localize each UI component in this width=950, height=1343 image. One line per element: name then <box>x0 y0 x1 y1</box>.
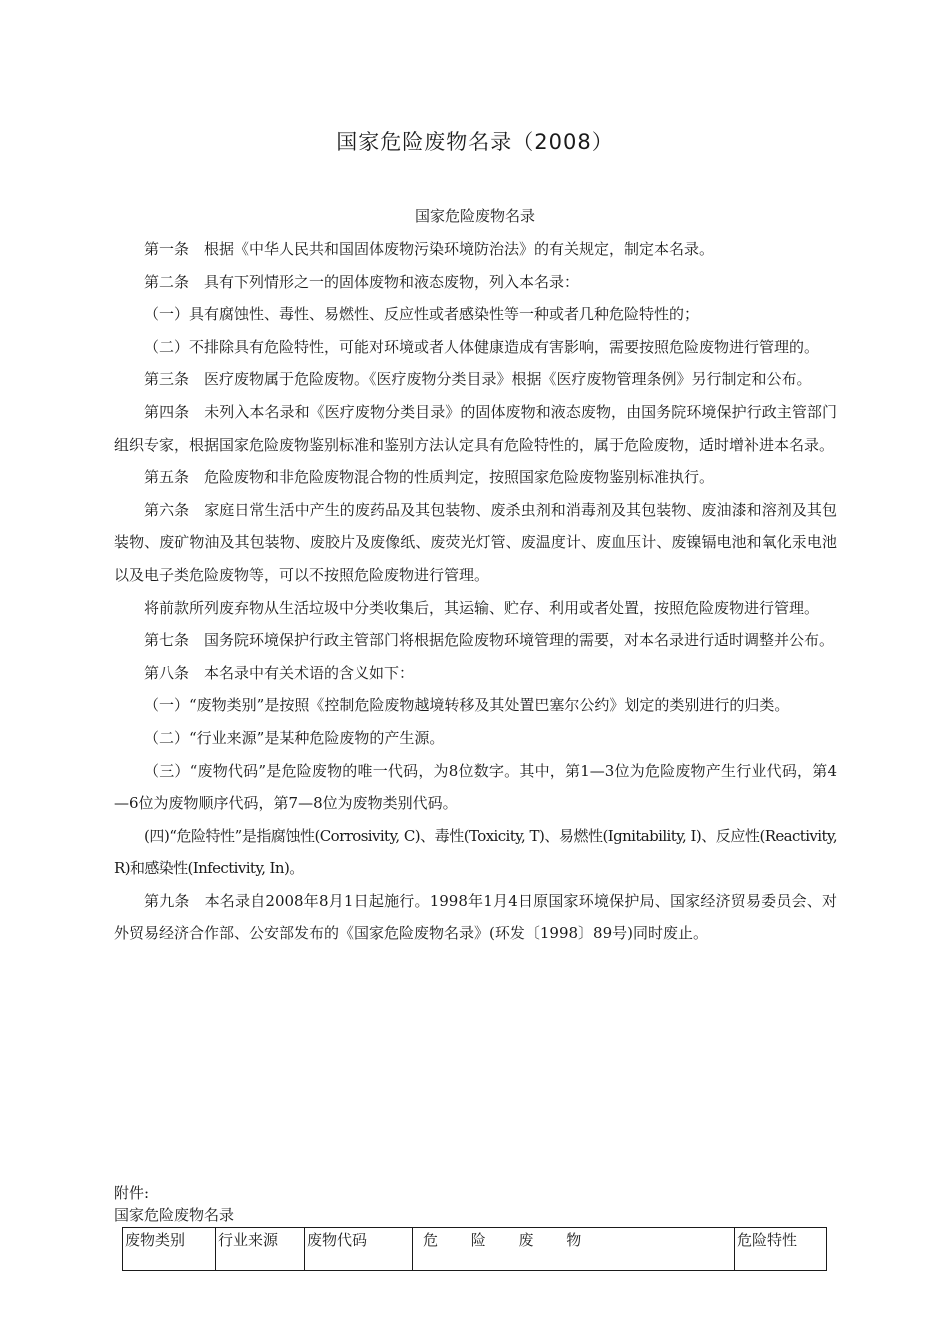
header-waste-category: 废物类别 <box>123 1228 216 1271</box>
article-label: 第一条 <box>144 240 190 258</box>
article-3 <box>114 363 837 396</box>
document-body <box>114 233 837 950</box>
article-text: 本名录自2008年8月1日起施行。1998年1月4日原国家环境保护局、国家经济贸易委员会、对外贸易经济合作部、公安部发布的《国家危险废物名录》(环发〔1998〕89号)同时废止。 <box>114 891 837 943</box>
article-4 <box>114 396 837 461</box>
article-text: 未列入本名录和《医疗废物分类目录》的固体废物和液态废物，由国务院环境保护行政主管部门组织专家，根据国家危险废物鉴别标准和鉴别方法认定具有危险特性的，属于危险废物，适时增补进本名录。 <box>114 402 837 454</box>
article-label: 第八条 <box>144 663 190 682</box>
article-text: 根据《中华人民共和国固体废物污染环境防治法》的有关规定，制定本名录。 <box>204 240 715 258</box>
article-8-item-2: （二）“行业来源”是某种危险废物的产生源。 <box>144 728 445 747</box>
article-8-item-3: （三）“废物代码”是危险废物的唯一代码，为8位数字。其中，第1—3位为危险废物产生行业代码，第4—6位为废物顺序代码，第7—8位为废物类别代码。 <box>114 761 837 813</box>
article-8 <box>114 657 837 690</box>
article-2-item-1: （一）具有腐蚀性、毒性、易燃性、反应性或者感染性等一种或者几种危险特性的； <box>144 305 700 324</box>
article-6 <box>114 494 837 592</box>
header-waste-code: 废物代码 <box>305 1228 413 1271</box>
document-title: 国家危险废物名录（2008） <box>336 130 614 154</box>
article-text: 危险废物和非危险废物混合物的性质判定，按照国家危险废物鉴别标准执行。 <box>204 468 715 487</box>
article-label: 第二条 <box>144 272 190 291</box>
header-hazard-characteristics: 危险特性 <box>735 1228 827 1271</box>
header-hazardous-waste: 危 险 废 物 <box>413 1228 735 1271</box>
article-label: 第六条 <box>144 500 190 519</box>
article-text: 家庭日常生活中产生的废药品及其包装物、废杀虫剂和消毒剂及其包装物、废油漆和溶剂及其包装物、废矿物油及其包装物、废胶片及废像纸、废荧光灯管、废温度计、废血压计、废镍镉电池和氧化汞电池以及电子类危险废物等，可以不按照危险废物进行管理。 <box>114 500 837 584</box>
article-label: 第九条 <box>144 891 190 910</box>
article-5 <box>114 461 837 494</box>
article-7 <box>114 624 837 657</box>
annex-title: 国家危险废物名录 <box>114 1206 235 1224</box>
article-8-item-1: （一）“废物类别”是按照《控制危险废物越境转移及其处置巴塞尔公约》划定的类别进行的归类。 <box>144 696 790 715</box>
table-header-row <box>123 1228 827 1271</box>
article-1 <box>114 233 837 266</box>
article-label: 第五条 <box>144 468 190 487</box>
article-label: 第七条 <box>144 631 190 650</box>
article-text: 本名录中有关术语的含义如下： <box>204 663 415 682</box>
article-label: 第四条 <box>144 402 190 421</box>
article-label: 第三条 <box>144 370 190 389</box>
header-industry-source: 行业来源 <box>216 1228 305 1271</box>
annex-block <box>114 1182 234 1226</box>
article-8-item-4: (四)“危险特性”是指腐蚀性(Corrosivity, C)、毒性(Toxicity, T)、易燃性(Ignitability, I)、反应性(Reactivity, R)和感染性(Infectivity, In)。 <box>114 826 837 878</box>
article-6-paragraph-2: 将前款所列废弃物从生活垃圾中分类收集后，其运输、贮存、利用或者处置，按照危险废物进行管理。 <box>144 598 820 617</box>
article-2 <box>114 266 837 299</box>
annex-label: 附件: <box>114 1184 150 1202</box>
waste-list-table <box>122 1227 827 1271</box>
article-2-item-2: （二）不排除具有危险特性，可能对环境或者人体健康造成有害影响，需要按照危险废物进行管理的。 <box>144 337 820 356</box>
article-text: 医疗废物属于危险废物。《医疗废物分类目录》根据《医疗废物管理条例》另行制定和公布。 <box>204 370 812 389</box>
article-text: 具有下列情形之一的固体废物和液态废物，列入本名录： <box>204 272 580 291</box>
article-text: 国务院环境保护行政主管部门将根据危险废物环境管理的需要，对本名录进行适时调整并公布。 <box>204 631 835 650</box>
document-subtitle: 国家危险废物名录 <box>414 207 535 225</box>
article-9 <box>114 885 837 950</box>
